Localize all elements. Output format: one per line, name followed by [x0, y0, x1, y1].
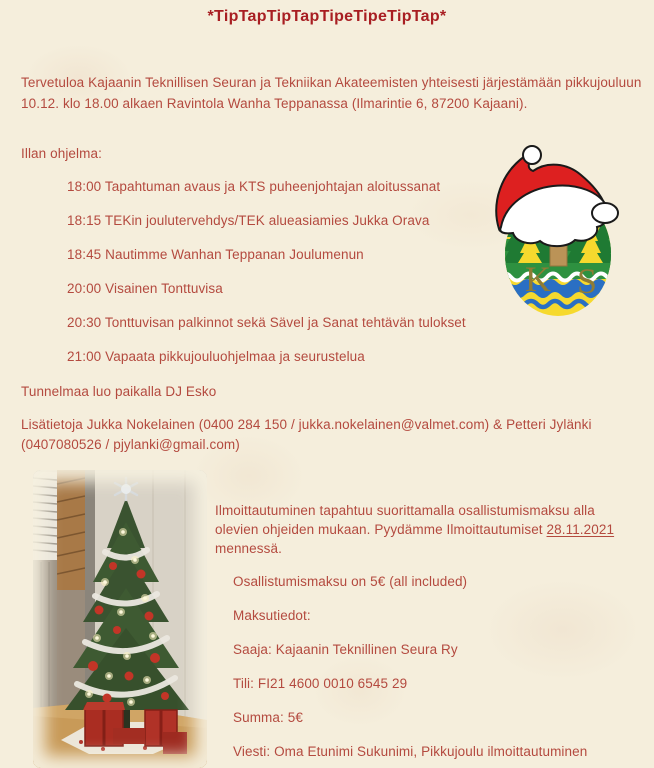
- program-item: 18:15 TEKin joulutervehdys/TEK alueasiamies Jukka Orava: [67, 213, 430, 228]
- dj-line: Tunnelmaa luo paikalla DJ Esko: [21, 384, 217, 399]
- registration-line-2-text: olevien ohjeiden mukaan. Pyydämme Ilmoittautumiset: [215, 522, 547, 537]
- page-title: *TipTapTipTapTipeTipeTipTap*: [207, 8, 447, 25]
- registration-line-3: mennessä.: [215, 541, 282, 556]
- logo-letter-s: S: [577, 261, 598, 301]
- payment-heading: Maksutiedot:: [233, 608, 311, 623]
- program-heading: Illan ohjelma:: [21, 146, 102, 161]
- registration-line-1: Ilmoittautuminen tapahtuu suorittamalla osallistumismaksu alla: [215, 503, 595, 518]
- window-blinds: [33, 472, 57, 560]
- message-line: Viesti: Oma Etunimi Sukunimi, Pikkujoulu ilmoittautuminen: [233, 744, 588, 759]
- kts-logo: [487, 141, 652, 319]
- intro-line-2: 10.12. klo 18.00 alkaen Ravintola Wanha Teppanassa (Ilmarintie 6, 87200 Kajaani).: [21, 96, 528, 111]
- amount-line: Summa: 5€: [233, 710, 303, 725]
- hat-fold: [592, 203, 618, 223]
- payee-line: Saaja: Kajaanin Teknillinen Seura Ry: [233, 642, 458, 657]
- program-item: 20:30 Tonttuvisan palkinnot sekä Sävel ja Sanat tehtävän tulokset: [67, 315, 466, 330]
- program-item: 18:45 Nautimme Wanhan Teppanan Joulumenun: [67, 247, 364, 262]
- fee-line: Osallistumismaksu on 5€ (all included): [233, 574, 468, 589]
- kts-logo-graphic: [487, 141, 652, 319]
- christmas-tree-photo: [33, 470, 207, 768]
- hat-pompom: [523, 146, 541, 164]
- program-item: 20:00 Visainen Tonttuvisa: [67, 281, 223, 296]
- program-item: 21:00 Vapaata pikkujouluohjelmaa ja seurustelua: [67, 349, 365, 364]
- registration-deadline: 28.11.2021: [546, 522, 615, 537]
- christmas-tree-photo-graphic: [33, 470, 207, 768]
- program-item: 18:00 Tapahtuman avaus ja KTS puheenjohtajan aloitussanat: [67, 179, 441, 194]
- intro-line-1: Tervetuloa Kajaanin Teknillisen Seuran ja Tekniikan Akateemisten yhteisesti järjestämään pikkujouluun: [21, 75, 642, 90]
- contact-line-2: (0407080526 / pjylanki@gmail.com): [21, 437, 240, 452]
- account-line: Tili: FI21 4600 0010 6545 29: [233, 676, 408, 691]
- registration-line-2: [215, 522, 614, 537]
- logo-letter-k: K: [525, 259, 551, 299]
- contact-line-1: Lisätietoja Jukka Nokelainen (0400 284 150 / jukka.nokelainen@valmet.com) & Petteri Jylänki: [21, 417, 592, 432]
